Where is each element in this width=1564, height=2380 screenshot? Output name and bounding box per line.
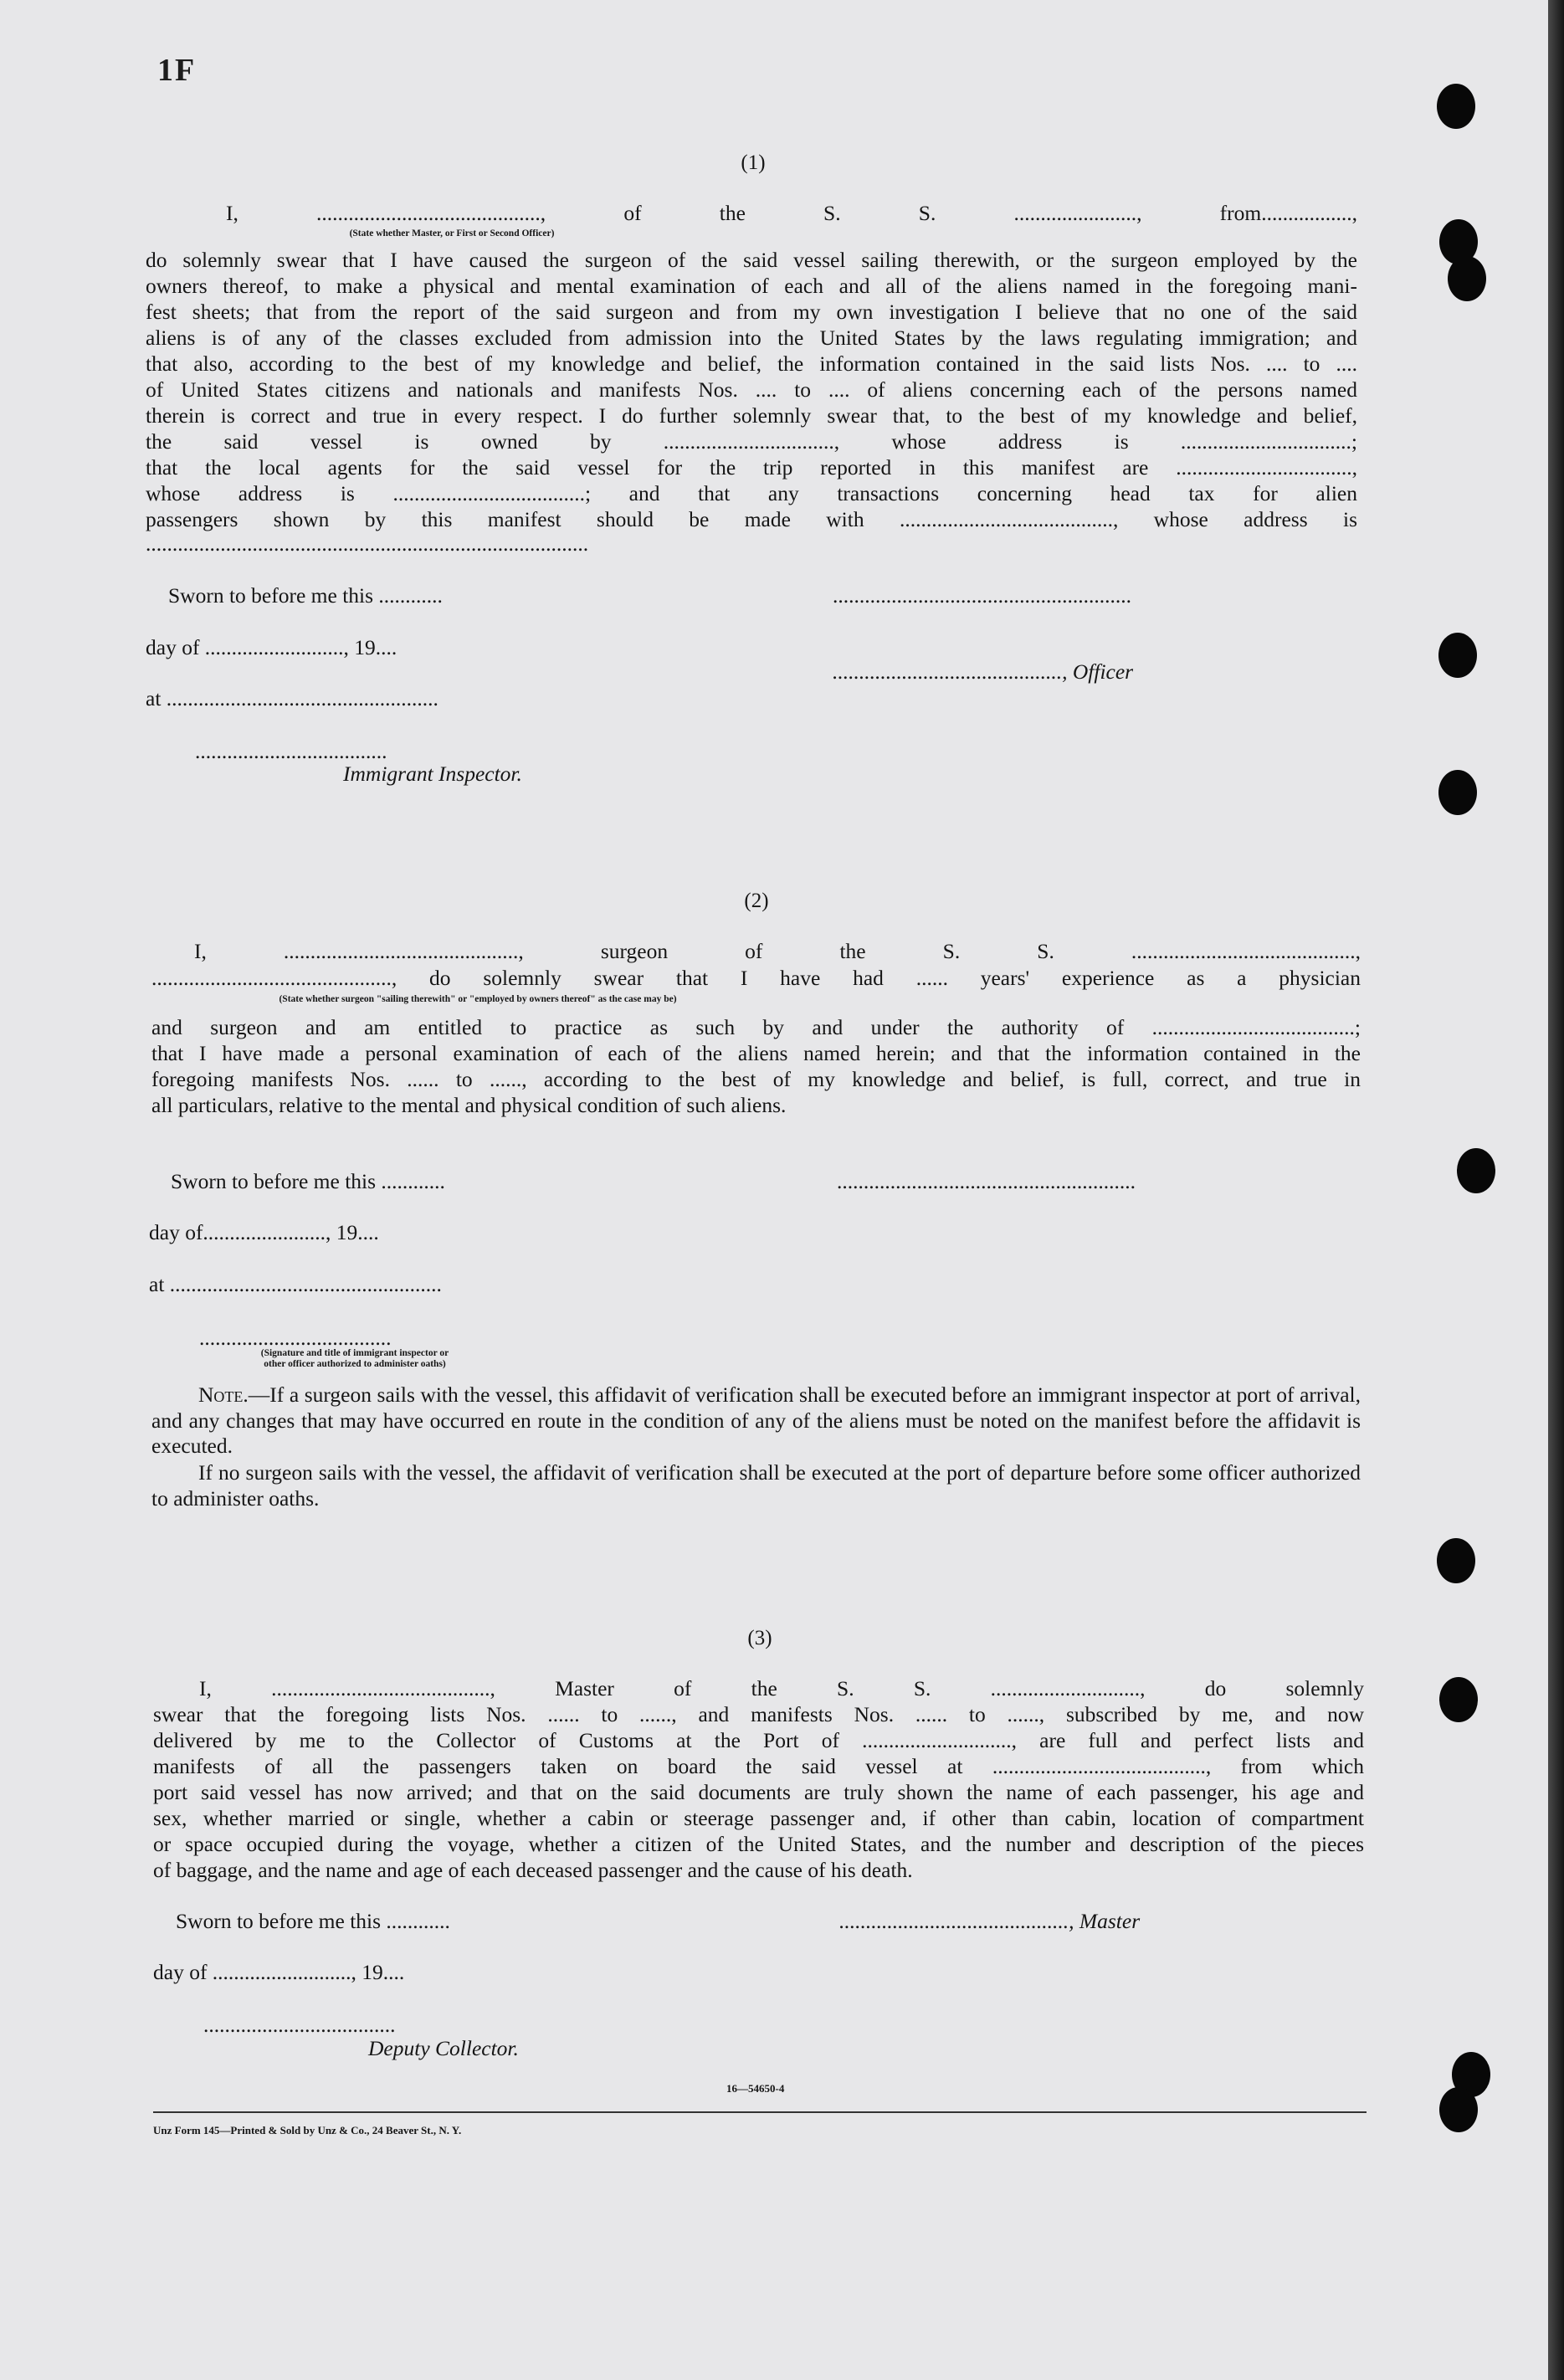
binder-hole-1 (1437, 84, 1475, 129)
section-1-opening-line[interactable]: I, .........................................., of the S. S. ......................., from................., (226, 201, 1357, 225)
section-2-note-2: If no surgeon sails with the vessel, the affidavit of verification shall be executed at the port of departure before some officer authorized to administer oaths. (151, 1460, 1361, 1511)
section-1-line-7: therein is correct and true in every respect. I do further solemnly swear that, to the best of my knowledge and belief, (146, 403, 1357, 428)
section-1-line-2: owners thereof, to make a physical and mental examination of each and all of the aliens named in the foregoing mani- (146, 274, 1357, 298)
footer-rule (153, 2111, 1367, 2113)
corner-mark: 1F (157, 53, 197, 88)
note-text: —If a surgeon sails with the vessel, this affidavit of verification shall be executed before an immigrant inspector at port of arrival, and any changes that may have occurred en route in the condition of any of the aliens must be noted on the manifest before the affidavit is executed. (151, 1382, 1361, 1458)
section-1-sworn-line[interactable]: Sworn to before me this ............ (168, 583, 443, 608)
section-2-day-line[interactable]: day of......................., 19.... (149, 1220, 379, 1244)
section-3-line-3[interactable]: delivered by me to the Collector of Customs at the Port of ............................, are full and perfect lists and (153, 1728, 1364, 1752)
section-2-second-line[interactable]: ............................................., do solemnly swear that I have had ...... years' experience as a physician (151, 966, 1361, 990)
section-3-master-signature[interactable]: ..........................................., Master (839, 1909, 1141, 1933)
section-2-signature-caption-1: (Signature and title of immigrant inspector or (260, 1348, 449, 1358)
binder-hole-5 (1438, 770, 1477, 815)
section-2-at-line[interactable]: at ................................................... (149, 1272, 442, 1296)
section-1-day-line[interactable]: day of .........................., 19.... (146, 635, 397, 659)
binder-hole-6 (1457, 1148, 1495, 1193)
section-2-line-1[interactable]: and surgeon and am entitled to practice as such by and under the authority of ......................................; (151, 1015, 1361, 1039)
section-2-line-3[interactable]: foregoing manifests Nos. ...... to ......, according to the best of my knowledge and belief, is full, correct, and true in (151, 1067, 1361, 1091)
section-3-line-6: sex, whether married or single, whether a cabin or steerage passenger and, if other than cabin, location of compartment (153, 1806, 1364, 1830)
section-2-signature-caption-2: other officer authorized to administer oaths) (264, 1359, 446, 1369)
section-3-sworn-line[interactable]: Sworn to before me this ............ (176, 1909, 450, 1933)
section-2-line-2: that I have made a personal examination of each of the aliens named herein; and that the information contained in the (151, 1041, 1361, 1065)
printer-footer: Unz Form 145—Printed & Sold by Unz & Co., 24 Beaver St., N. Y. (153, 2124, 462, 2136)
section-1-number: (1) (741, 151, 766, 174)
section-1-inspector-title: Immigrant Inspector. (343, 762, 522, 786)
section-1-inspector-dots[interactable]: .................................... (195, 739, 387, 763)
section-1-officer-signature[interactable]: ..........................................., Officer (833, 659, 1134, 684)
section-3-number: (3) (747, 1627, 772, 1649)
binder-hole-10 (1439, 2087, 1478, 2132)
section-1-officer-dots[interactable]: ........................................................ (833, 583, 1131, 608)
section-1-line-6[interactable]: of United States citizens and nationals and manifests Nos. .... to .... of aliens concerning each of the persons named (146, 377, 1357, 402)
section-3-line-2[interactable]: swear that the foregoing lists Nos. ...... to ......, and manifests Nos. ...... to ......, subscribed by me, and now (153, 1702, 1364, 1726)
section-1-rank-caption: (State whether Master, or First or Second Officer) (349, 228, 555, 239)
binder-hole-4 (1438, 633, 1477, 678)
section-3-deputy-dots[interactable]: .................................... (203, 2013, 396, 2037)
section-2-note (151, 1382, 1361, 1459)
section-1-line-3: fest sheets; that from the report of the said surgeon and from my own investigation I believe that no one of the said (146, 300, 1357, 324)
section-3-line-1[interactable]: I, ........................................., Master of the S. S. ............................, do solemnly (199, 1676, 1364, 1700)
section-1-line-8[interactable]: the said vessel is owned by ................................, whose address is ................................; (146, 429, 1357, 454)
binder-hole-8 (1439, 1677, 1478, 1722)
section-1-final-dots[interactable]: ................................................................................... (146, 531, 589, 556)
section-3-line-5: port said vessel has now arrived; and that on the said documents are truly shown the name of each passenger, his age and (153, 1780, 1364, 1804)
binder-hole-3 (1448, 256, 1486, 301)
section-3-day-line[interactable]: day of .........................., 19.... (153, 1960, 405, 1984)
section-2-last-line: all particulars, relative to the mental and physical condition of such aliens. (151, 1093, 787, 1117)
section-1-line-11[interactable]: passengers shown by this manifest should be made with ........................................, whose address is (146, 507, 1357, 531)
section-2-opening-line[interactable]: I, ............................................, surgeon of the S. S. .........................................., (194, 939, 1361, 963)
note-label: Note. (198, 1382, 249, 1407)
form-number: 16—54650-4 (726, 2082, 785, 2095)
binder-hole-7 (1437, 1538, 1475, 1583)
page-edge-shadow (1548, 0, 1564, 2380)
section-3-deputy-title: Deputy Collector. (368, 2036, 519, 2060)
section-1-line-1: do solemnly swear that I have caused the surgeon of the said vessel sailing therewith, or the surgeon employed by the (146, 248, 1357, 272)
section-2-signature-line[interactable]: .................................... (199, 1326, 392, 1350)
section-1-at-line[interactable]: at ................................................... (146, 686, 438, 710)
section-3-line-7: or space occupied during the voyage, whether a citizen of the United States, and the number and description of the pieces (153, 1832, 1364, 1856)
section-1-line-5[interactable]: that also, according to the best of my knowledge and belief, the information contained in the said lists Nos. .... to .... (146, 351, 1357, 376)
section-3-line-4[interactable]: manifests of all the passengers taken on board the said vessel at ........................................, from which (153, 1754, 1364, 1778)
section-3-last-line: of baggage, and the name and age of each deceased passenger and the cause of his death. (153, 1858, 913, 1882)
section-1-line-4: aliens is of any of the classes excluded from admission into the United States by the laws regulating immigration; and (146, 326, 1357, 350)
section-1-line-10[interactable]: whose address is ....................................; and that any transactions concerning head tax for alien (146, 481, 1357, 505)
section-2-signature-dots[interactable]: ........................................................ (837, 1169, 1136, 1193)
section-2-number: (2) (744, 890, 769, 912)
section-2-sworn-line[interactable]: Sworn to before me this ............ (171, 1169, 445, 1193)
section-1-line-9[interactable]: that the local agents for the said vessel for the trip reported in this manifest are ................................., (146, 455, 1357, 480)
section-2-caption: (State whether surgeon "sailing therewith" or "employed by owners thereof" as the case may be) (279, 994, 677, 1004)
